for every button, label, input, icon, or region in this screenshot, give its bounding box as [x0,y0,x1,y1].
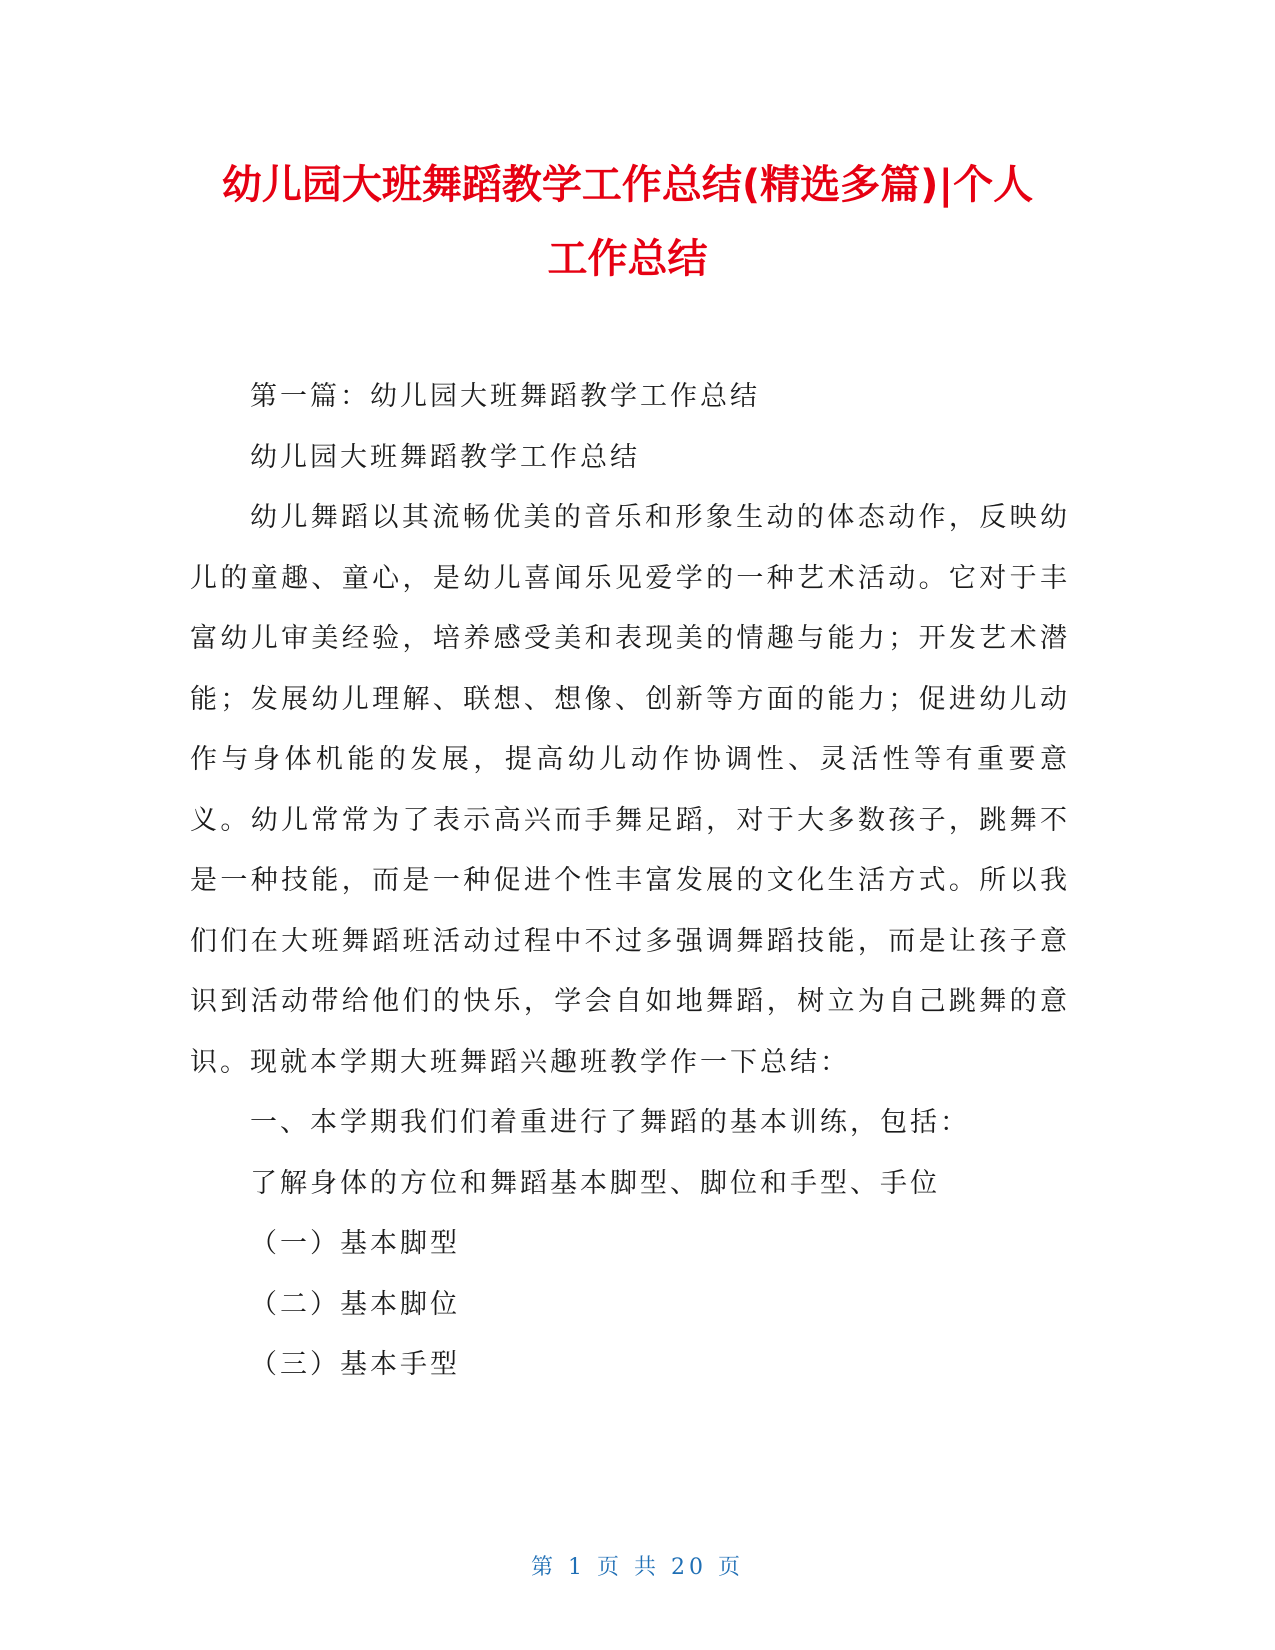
list-item-foot-position: （二）基本脚位 [250,1288,460,1320]
section-heading-1: 第一篇：幼儿园大班舞蹈教学工作总结 [250,381,760,412]
body-paragraph: 幼儿舞蹈以其流畅优美的音乐和形象生动的体态动作，反映幼儿的童趣、童心，是幼儿喜闻乐见爱学的一种艺术活动。它对于丰富幼儿审美经验，培养感受美和表现美的情趣与能力；开发艺术潜能；发展幼儿理解、联想、想像、创新等方面的能力；促进幼儿动作与身体机能的发展，提高幼儿动作协调性、灵活性等有重要意义。幼儿常常为了表示高兴而手舞足蹈，对于大多数孩子，跳舞不是一种技能，而是一种促进个性丰富发展的文化生活方式。所以我们们在大班舞蹈班活动过程中不过多强调舞蹈技能，而是让孩子意识到活动带给他们的快乐，学会自如地舞蹈，树立为自己跳舞的意识。现就本学期大班舞蹈兴趣班教学作一下总结： [190,502,1070,1078]
section-subheading: 了解身体的方位和舞蹈基本脚型、脚位和手型、手位 [250,1167,940,1199]
page-number-footer: 第 1 页 共 20 页 [531,1555,744,1580]
document-title [180,148,1075,296]
list-item-hand-shape: （三）基本手型 [250,1349,460,1380]
list-item-foot-shape: （一）基本脚型 [250,1228,460,1259]
section-heading-2: 幼儿园大班舞蹈教学工作总结 [250,441,640,473]
section-heading-one: 一、本学期我们们着重进行了舞蹈的基本训练，包括： [250,1107,970,1138]
document-title-line2: 工作总结 [547,236,708,282]
document-title-line1: 幼儿园大班舞蹈教学工作总结(精选多篇)|个人 [221,162,1034,208]
document-body [190,367,1070,1396]
